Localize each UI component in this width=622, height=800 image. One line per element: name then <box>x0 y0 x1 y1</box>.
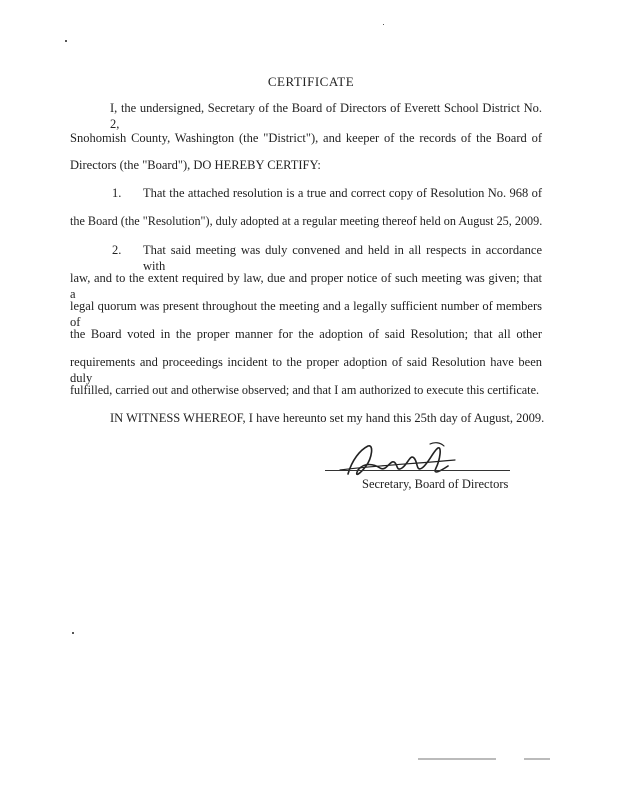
item-1-line-2: the Board (the "Resolution"), duly adopted at a regular meeting thereof held on August 25, 2009. <box>70 214 543 228</box>
scan-speck <box>383 24 384 25</box>
item-1-line-1: That the attached resolution is a true and correct copy of Resolution No. 968 of <box>143 186 542 200</box>
intro-line-3: Directors (the "Board"), DO HEREBY CERTIFY: <box>70 158 321 172</box>
item-2-line-5: requirements and proceedings incident to the proper adoption of said Resolution have been duly <box>70 355 542 385</box>
item-2-number: 2. <box>112 243 122 257</box>
signature-caption: Secretary, Board of Directors <box>362 477 509 491</box>
scan-speck <box>65 40 67 42</box>
certificate-title: CERTIFICATE <box>267 74 355 89</box>
intro-line-1: I, the undersigned, Secretary of the Board of Directors of Everett School District No. 2, <box>110 101 542 131</box>
scan-speck <box>72 632 74 634</box>
signature-line <box>325 470 510 471</box>
item-2-line-1: That said meeting was duly convened and held in all respects in accordance with <box>143 243 542 273</box>
item-2-line-4: the Board voted in the proper manner for the adoption of said Resolution; that all other <box>70 327 542 341</box>
intro-line-2: Snohomish County, Washington (the "District"), and keeper of the records of the Board of <box>70 131 542 145</box>
witness-statement: IN WITNESS WHEREOF, I have hereunto set my hand this 25th day of August, 2009. <box>110 411 545 425</box>
footer-mark <box>524 758 550 760</box>
footer-mark <box>418 758 496 760</box>
item-1-number: 1. <box>112 186 122 200</box>
item-2-line-6: fulfilled, carried out and otherwise observed; and that I am authorized to execute this certificate. <box>70 383 540 397</box>
item-2-line-2: law, and to the extent required by law, due and proper notice of such meeting was given; that a <box>70 271 542 301</box>
item-2-line-3: legal quorum was present throughout the meeting and a legally sufficient number of members of <box>70 299 542 329</box>
